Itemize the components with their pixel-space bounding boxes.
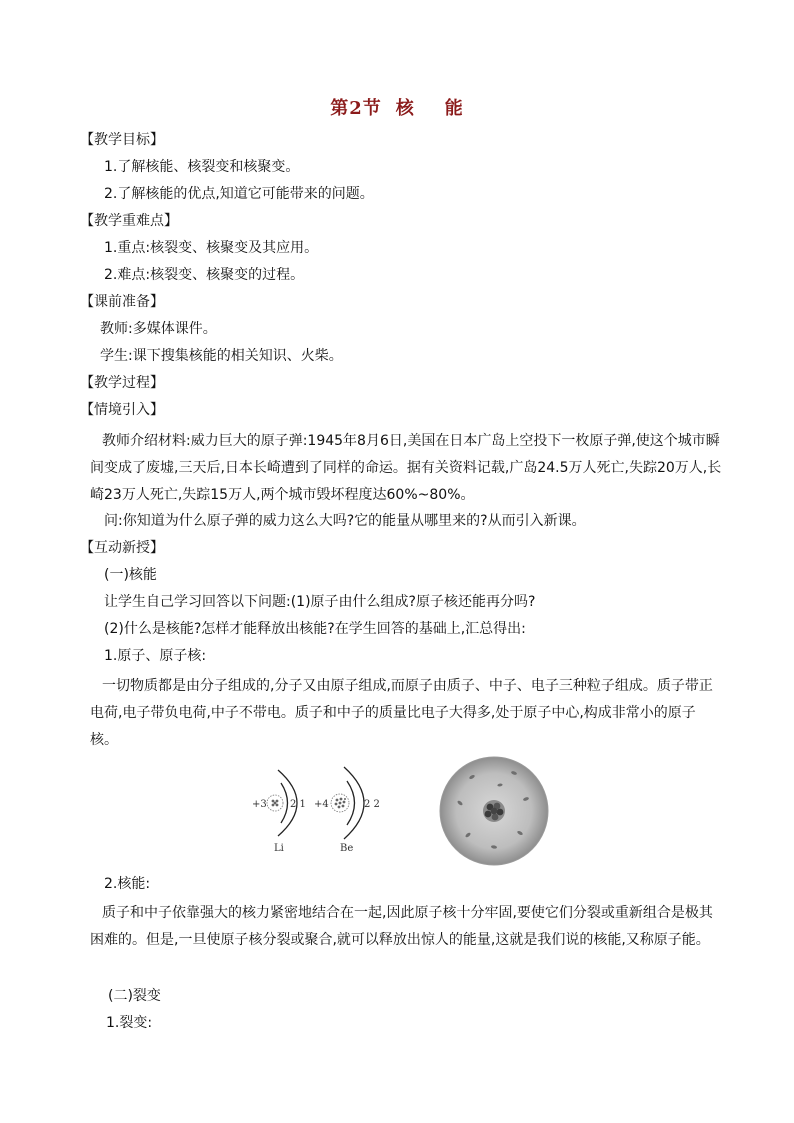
nucleus-icon [483, 800, 505, 822]
subheading-atom: 1.原子、原子核: [104, 648, 207, 664]
objectives-heading: 【教学目标】 [80, 132, 164, 148]
preparation-student: 学生:课下搜集核能的相关知识、火柴。 [100, 348, 343, 364]
li-shell-electrons: 2 1 [290, 799, 306, 810]
atom-paragraph: 一切物质都是由分子组成的,分子又由原子组成,而原子由质子、中子、电子三种粒子组成。质子带正电荷,电子带负电荷,中子不带电。质子和中子的质量比电子大得多,处于原子中心,构成非常小的原子核。 [90, 678, 713, 748]
objective-item-2: 2.了解核能的优点,知道它可能带来的问题。 [104, 186, 374, 202]
title-char-1: 核 [395, 98, 415, 119]
atom-model-image [438, 755, 550, 867]
be-inner-shell [347, 781, 355, 825]
question-2: (2)什么是核能?怎样才能释放出核能?在学生回答的基础上,汇总得出: [104, 621, 526, 637]
be-charge: +4 [314, 799, 329, 810]
page-title [0, 94, 794, 120]
title-char-2: 能 [444, 98, 464, 119]
section-nuclear-energy: (一)核能 [104, 567, 157, 583]
preparation-heading: 【课前准备】 [80, 294, 164, 310]
section-fission: (二)裂变 [108, 988, 161, 1004]
intro-heading: 【情境引入】 [80, 402, 164, 418]
intro-question: 问:你知道为什么原子弹的威力这么大吗?它的能量从哪里来的?从而引入新课。 [104, 513, 586, 529]
keypoint-item-2: 2.难点:核裂变、核聚变的过程。 [104, 267, 305, 283]
keypoints-heading: 【教学重难点】 [80, 213, 178, 229]
preparation-teacher: 教师:多媒体课件。 [100, 321, 217, 337]
be-shell-electrons: 2 2 [364, 799, 380, 810]
be-label: Be [340, 843, 354, 854]
objective-item-1: 1.了解核能、核裂变和核聚变。 [104, 159, 300, 175]
teaching-heading: 【互动新授】 [80, 540, 164, 556]
intro-material-paragraph: 教师介绍材料:威力巨大的原子弹:1945年8月6日,美国在日本广岛上空投下一枚原子弹,使这个城市瞬间变成了废墟,三天后,日本长崎遭到了同样的命运。据有关资料记载,广岛24.5万人死亡,失踪20万人,长崎23万人死亡,失踪15万人,两个城市毁坏程度达60%~80%。 [90, 433, 722, 503]
atom-structure-diagram [250, 762, 390, 854]
title-section-number: 第2节 [330, 98, 382, 119]
li-charge: +3 [252, 799, 267, 810]
keypoint-item-1: 1.重点:核裂变、核聚变及其应用。 [104, 240, 319, 256]
subheading-fission: 1.裂变: [106, 1015, 153, 1031]
energy-paragraph: 质子和中子依靠强大的核力紧密地结合在一起,因此原子核十分牢固,要使它们分裂或重新组合是极其困难的。但是,一旦使原子核分裂或聚合,就可以释放出惊人的能量,这就是我们说的核能,又称原子能。 [90, 905, 713, 948]
li-inner-shell [281, 783, 288, 823]
li-label: Li [274, 843, 284, 854]
process-heading: 【教学过程】 [80, 375, 164, 391]
subheading-nuclear-energy: 2.核能: [104, 876, 151, 892]
question-1: 让学生自己学习回答以下问题:(1)原子由什么组成?原子核还能再分吗? [104, 594, 536, 610]
